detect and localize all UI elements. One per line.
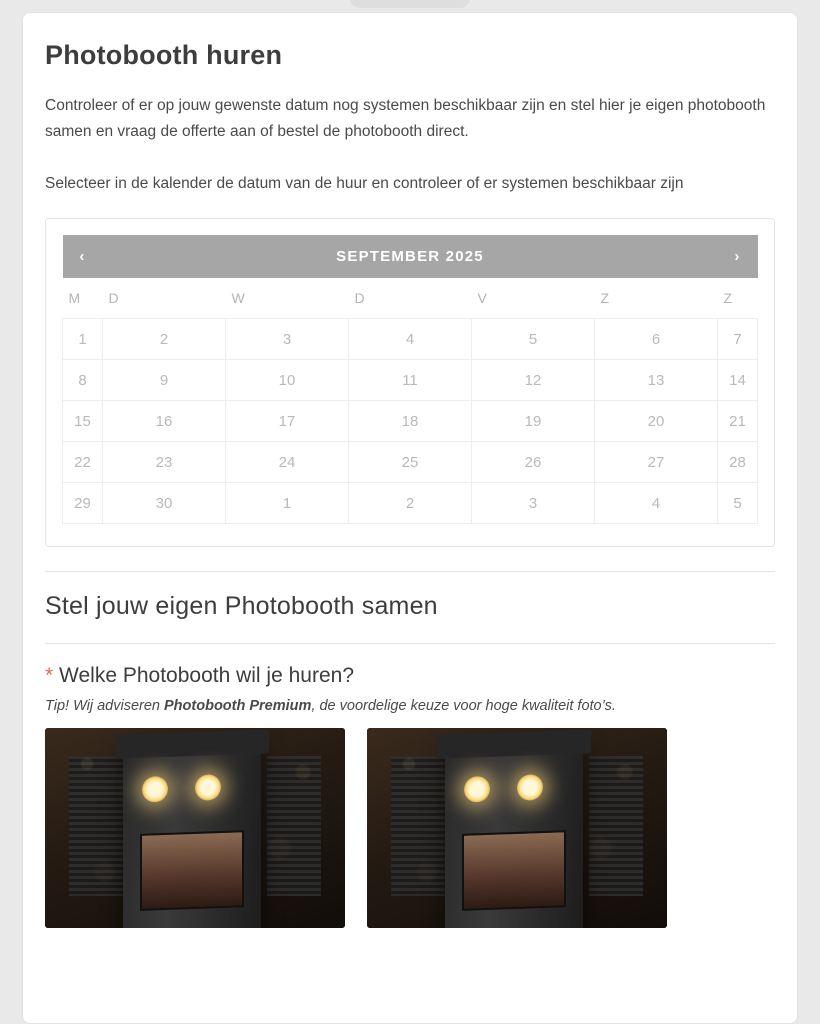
calendar-day: 10	[226, 360, 349, 401]
calendar-header	[63, 235, 758, 278]
calendar-body	[63, 319, 758, 524]
calendar-week-row	[63, 360, 758, 401]
weekday-5: Z	[600, 290, 610, 307]
instruction-paragraph: Selecteer in de kalender de datum van de huur en controleer of er systemen beschikbaar zijn	[45, 174, 684, 192]
calendar-day: 7	[718, 319, 758, 360]
question-text: Welke Photobooth wil je huren?	[59, 664, 354, 688]
calendar-day[interactable]: 21	[718, 401, 758, 442]
booth-lamp-right-icon	[517, 774, 543, 801]
decor-left-panel	[69, 756, 123, 896]
calendar-day[interactable]: 16	[103, 401, 226, 442]
booth-top-cap	[437, 730, 592, 758]
calendar-day[interactable]: 28	[718, 442, 758, 483]
calendar-table	[62, 235, 758, 524]
calendar-day-next-month[interactable]: 5	[718, 483, 758, 524]
calendar-day-next-month[interactable]: 2	[349, 483, 472, 524]
weekday-3: D	[354, 290, 365, 307]
calendar-day: 12	[472, 360, 595, 401]
divider-bottom	[45, 643, 775, 644]
tip-bold: Photobooth Premium	[164, 698, 312, 715]
calendar-day: 13	[595, 360, 718, 401]
browser-top-strip	[0, 0, 820, 12]
browser-nub	[350, 0, 470, 8]
calendar-month-label: SEPTEMBER 2025	[103, 235, 718, 278]
calendar-day: 2	[103, 319, 226, 360]
weekday-0: M	[68, 290, 81, 307]
booth-top-cap	[115, 730, 270, 758]
calendar-week-row	[63, 483, 758, 524]
decor-right-panel	[267, 756, 321, 896]
weekday-2: W	[231, 290, 245, 307]
photobooth-unit-icon	[445, 742, 583, 928]
tip-text	[45, 698, 775, 714]
calendar-day: 9	[103, 360, 226, 401]
calendar-day-next-month[interactable]: 1	[226, 483, 349, 524]
tip-suffix: , de voordelige keuze voor hoge kwaliteit foto’s.	[311, 698, 616, 715]
calendar-next-button[interactable]: ›	[718, 235, 758, 278]
required-marker: *	[45, 664, 54, 688]
decor-left-panel	[391, 756, 445, 896]
calendar-day: 4	[349, 319, 472, 360]
calendar-day[interactable]: 27	[595, 442, 718, 483]
calendar-day: 5	[472, 319, 595, 360]
tip-prefix: Tip! Wij adviseren	[45, 698, 165, 715]
weekday-1: D	[108, 290, 119, 307]
calendar-day: 1	[63, 319, 103, 360]
weekday-6: Z	[723, 290, 733, 307]
photobooth-options	[45, 728, 775, 928]
calendar-day-next-month[interactable]: 3	[472, 483, 595, 524]
photobooth-unit-icon	[123, 742, 261, 928]
photobooth-option-1[interactable]	[45, 728, 345, 928]
calendar-day: 8	[63, 360, 103, 401]
content-card	[22, 12, 798, 1024]
calendar-day: 3	[226, 319, 349, 360]
calendar-day[interactable]: 29	[63, 483, 103, 524]
question-heading	[45, 664, 775, 688]
intro-paragraph: Controleer of er op jouw gewenste datum nog systemen beschikbaar zijn en stel hier je eigen photobooth samen en vraag de offerte aan of bestel de photobooth direct.	[45, 97, 766, 140]
calendar-widget	[45, 218, 775, 547]
calendar-day-selected[interactable]: 15	[63, 401, 103, 442]
calendar-day[interactable]: 26	[472, 442, 595, 483]
calendar-day[interactable]: 23	[103, 442, 226, 483]
calendar-day: 14	[718, 360, 758, 401]
calendar-day[interactable]: 30	[103, 483, 226, 524]
booth-screen	[462, 831, 567, 911]
calendar-day: 11	[349, 360, 472, 401]
booth-lamp-left-icon	[142, 776, 168, 803]
photobooth-option-2[interactable]	[367, 728, 667, 928]
calendar-day[interactable]: 18	[349, 401, 472, 442]
configurator-heading: Stel jouw eigen Photobooth samen	[45, 592, 438, 621]
calendar-day[interactable]: 22	[63, 442, 103, 483]
booth-lamp-right-icon	[195, 774, 221, 801]
weekday-4: V	[477, 290, 487, 307]
booth-lamp-left-icon	[464, 776, 490, 803]
photobooth-image-1	[45, 728, 345, 928]
page-title: Photobooth huren	[45, 40, 283, 70]
calendar-day[interactable]: 20	[595, 401, 718, 442]
calendar-day: 6	[595, 319, 718, 360]
calendar-prev-button[interactable]: ‹	[63, 235, 103, 278]
calendar-day[interactable]: 17	[226, 401, 349, 442]
calendar-weekday-row	[63, 278, 758, 319]
calendar-week-row	[63, 319, 758, 360]
calendar-day[interactable]: 25	[349, 442, 472, 483]
photobooth-image-2	[367, 728, 667, 928]
calendar-day-next-month[interactable]: 4	[595, 483, 718, 524]
calendar-week-row	[63, 442, 758, 483]
decor-right-panel	[589, 756, 643, 896]
divider-top	[45, 571, 775, 572]
calendar-day[interactable]: 24	[226, 442, 349, 483]
calendar-week-row	[63, 401, 758, 442]
calendar-day[interactable]: 19	[472, 401, 595, 442]
booth-screen	[140, 831, 245, 911]
